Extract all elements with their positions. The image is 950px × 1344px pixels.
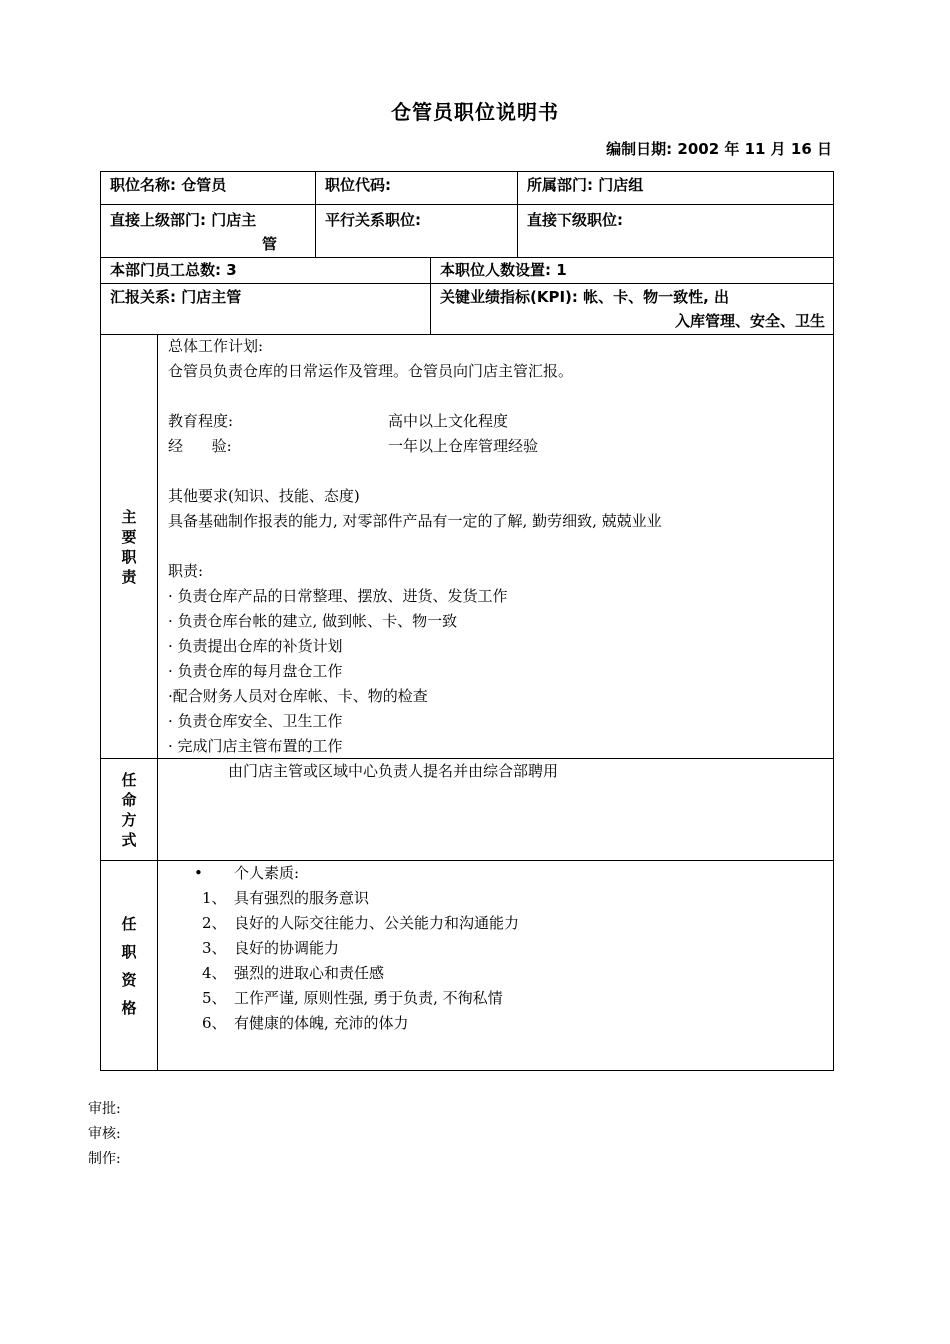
duties-label [118, 507, 140, 587]
qualification-label [118, 910, 140, 1022]
item-number: 1、 [202, 889, 227, 907]
resp-item: · 负责仓库台帐的建立, 做到帐、卡、物一致 [168, 612, 458, 630]
resp-item: ·配合财务人员对仓库帐、卡、物的检查 [168, 687, 428, 705]
qualification-content [194, 861, 520, 1036]
qualification-heading: 个人素质: [234, 864, 300, 882]
label-char: 方 [121, 811, 137, 829]
label-char: 格 [121, 999, 137, 1017]
other-text: 具备基础制作报表的能力, 对零部件产品有一定的了解, 勤劳细致, 兢兢业业 [168, 512, 662, 530]
appointment-label [118, 770, 140, 850]
page-title: 仓管员职位说明书 [391, 100, 559, 124]
label-char: 任 [121, 915, 137, 933]
kpi [440, 285, 825, 333]
position-headcount: 本职位人数设置: 1 [440, 261, 567, 279]
position-code: 职位代码: [325, 176, 391, 194]
experience-row [168, 434, 662, 459]
resp-heading: 职责: [168, 562, 204, 580]
resp-item: · 负责仓库安全、卫生工作 [168, 712, 343, 730]
appointment-text: 由门店主管或区域中心负责人提名并由综合部聘用 [228, 762, 559, 780]
position-name: 职位名称: 仓管员 [110, 176, 227, 194]
kpi-line-2: 入库管理、安全、卫生 [674, 312, 825, 330]
report-relation: 汇报关系: 门店主管 [110, 288, 242, 306]
item-text: 强烈的进取心和责任感 [234, 964, 385, 982]
resp-item: · 完成门店主管布置的工作 [168, 737, 343, 755]
bullet-icon: • [194, 864, 203, 882]
label-char: 主 [121, 508, 137, 526]
compile-date: 编制日期: 2002 年 11 月 16 日 [606, 140, 832, 158]
resp-item: · 负责提出仓库的补货计划 [168, 637, 343, 655]
parallel-position: 平行关系职位: [325, 211, 421, 229]
superior-department [110, 208, 310, 256]
other-heading: 其他要求(知识、技能、态度) [168, 487, 360, 505]
experience-label: 经 验: [168, 437, 232, 455]
review-label: 审核: [88, 1126, 121, 1142]
superior-line-1: 直接上级部门: 门店主 [110, 211, 257, 229]
resp-item: · 负责仓库的每月盘仓工作 [168, 662, 343, 680]
superior-line-2: 管 [262, 235, 278, 253]
item-number: 2、 [202, 914, 227, 932]
label-char: 式 [121, 831, 137, 849]
label-char: 要 [121, 528, 137, 546]
item-text: 良好的人际交往能力、公关能力和沟通能力 [234, 914, 520, 932]
item-number: 6、 [202, 1014, 227, 1032]
qualification-item [194, 886, 370, 911]
label-char: 资 [121, 971, 137, 989]
label-char: 任 [121, 771, 137, 789]
item-number: 5、 [202, 989, 227, 1007]
experience-value: 一年以上仓库管理经验 [388, 437, 539, 455]
item-number: 3、 [202, 939, 227, 957]
subordinate-position: 直接下级职位: [527, 211, 623, 229]
qualification-item [194, 1011, 409, 1036]
education-value: 高中以上文化程度 [388, 412, 509, 430]
label-char: 命 [121, 791, 137, 809]
plan-text: 仓管员负责仓库的日常运作及管理。仓管员向门店主管汇报。 [168, 362, 574, 380]
plan-heading: 总体工作计划: [168, 337, 264, 355]
qualification-heading-row [194, 861, 300, 886]
kpi-line-1: 关键业绩指标(KPI): 帐、卡、物一致性, 出 [440, 288, 730, 306]
education-label: 教育程度: [168, 412, 234, 430]
qualification-item [194, 936, 340, 961]
item-text: 具有强烈的服务意识 [234, 889, 370, 907]
qualification-item [194, 911, 520, 936]
item-text: 有健康的体魄, 充沛的体力 [234, 1014, 409, 1032]
dept-headcount: 本部门员工总数: 3 [110, 261, 237, 279]
item-text: 良好的协调能力 [234, 939, 340, 957]
education-row [168, 409, 662, 434]
item-number: 4、 [202, 964, 227, 982]
qualification-item [194, 961, 385, 986]
department: 所属部门: 门店组 [527, 176, 644, 194]
label-char: 职 [121, 943, 137, 961]
qualification-item [194, 986, 503, 1011]
prepare-label: 制作: [88, 1151, 121, 1167]
resp-item: · 负责仓库产品的日常整理、摆放、进货、发货工作 [168, 587, 508, 605]
label-char: 职 [121, 548, 137, 566]
label-char: 责 [121, 568, 137, 586]
duties-content [168, 334, 662, 759]
item-text: 工作严谨, 原则性强, 勇于负责, 不徇私情 [234, 989, 503, 1007]
approve-label: 审批: [88, 1101, 121, 1117]
